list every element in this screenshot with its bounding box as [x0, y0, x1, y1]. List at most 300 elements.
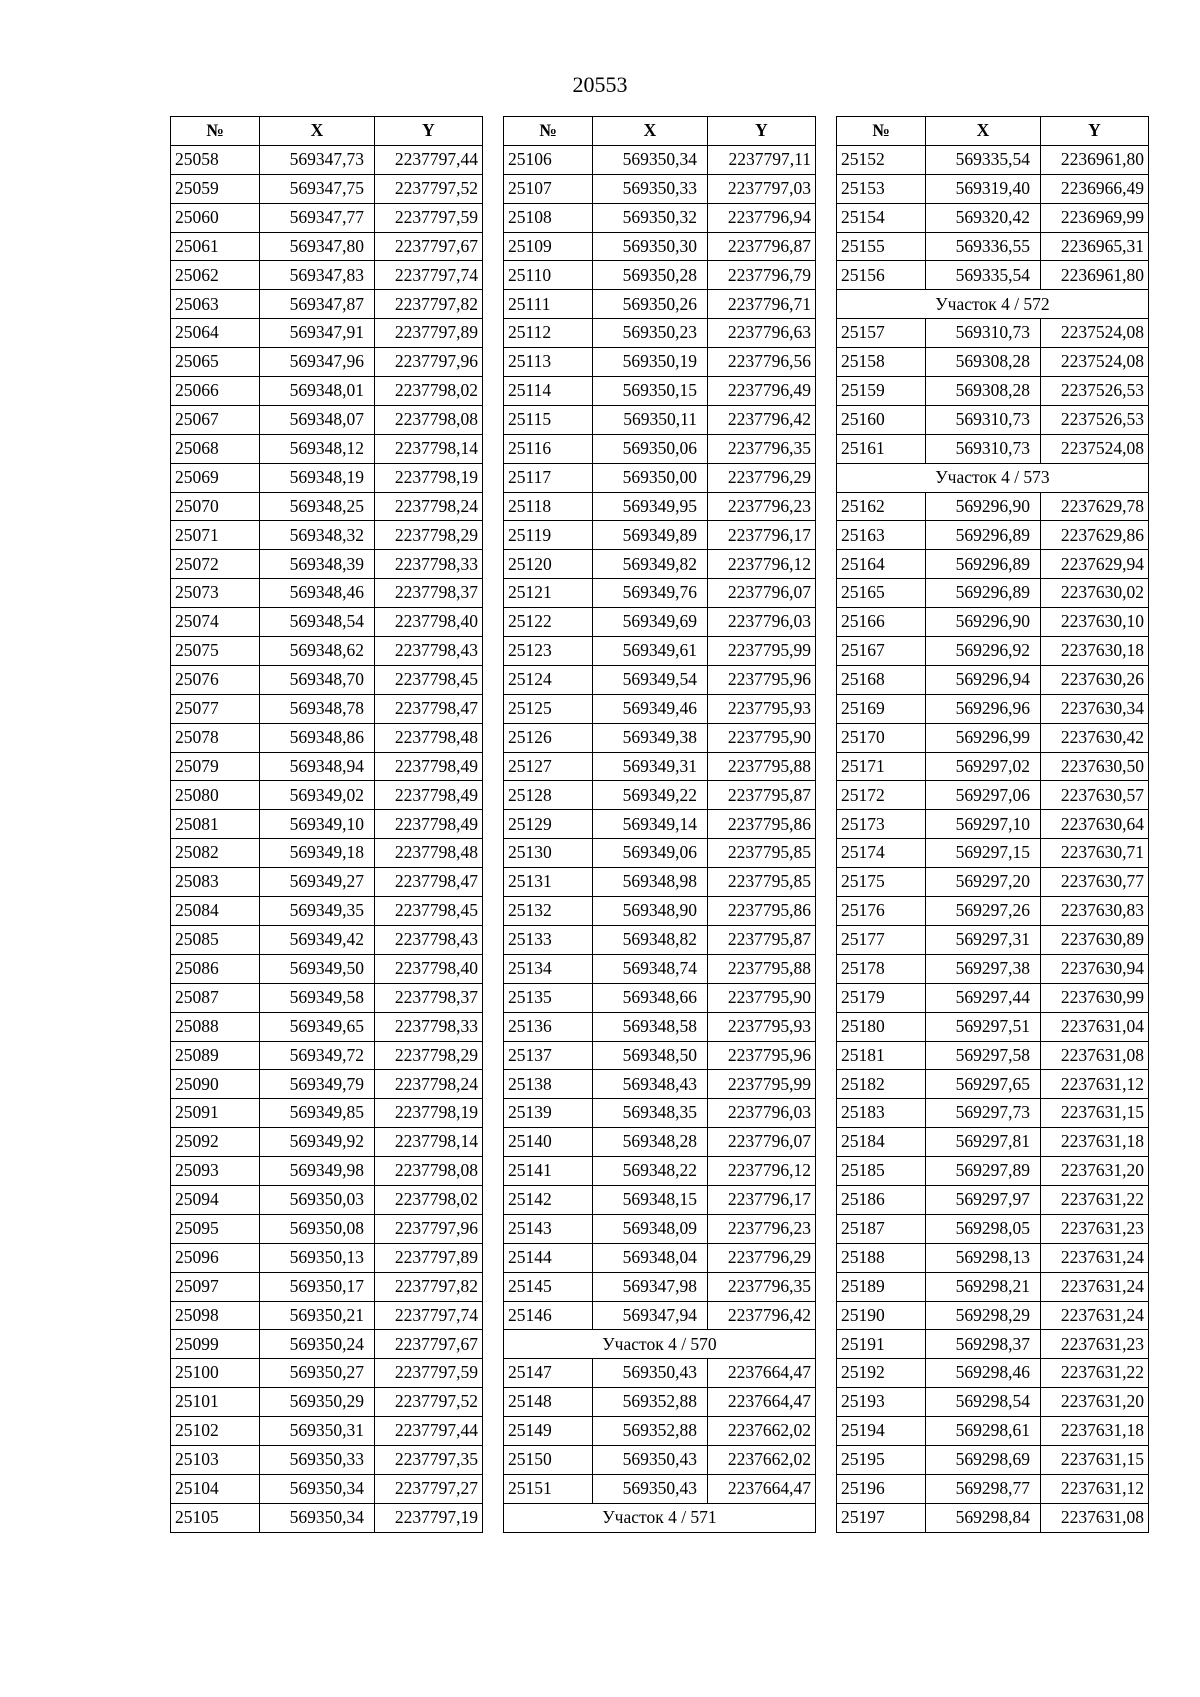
- y-coordinate-cell: 2237797,67: [375, 1330, 483, 1359]
- x-coordinate-cell: 569297,51: [926, 1012, 1041, 1041]
- table-row: [171, 290, 483, 319]
- y-coordinate-cell: 2237662,02: [708, 1445, 816, 1474]
- y-coordinate-cell: 2237796,63: [708, 319, 816, 348]
- y-coordinate-cell: 2237630,94: [1041, 954, 1149, 983]
- y-coordinate-cell: 2237664,47: [708, 1359, 816, 1388]
- table-row: [837, 925, 1149, 954]
- table-row: [504, 637, 816, 666]
- point-number-cell: 25193: [837, 1388, 926, 1417]
- y-coordinate-cell: 2236961,80: [1041, 145, 1149, 174]
- x-coordinate-cell: 569348,09: [593, 1214, 708, 1243]
- section-title: Участок 4 / 572: [837, 290, 1149, 319]
- x-coordinate-cell: 569350,30: [593, 232, 708, 261]
- x-coordinate-cell: 569348,28: [593, 1128, 708, 1157]
- x-coordinate-cell: 569350,11: [593, 405, 708, 434]
- header-row: [837, 117, 1149, 146]
- table-row: [171, 1157, 483, 1186]
- y-coordinate-cell: 2237798,37: [375, 579, 483, 608]
- x-coordinate-cell: 569349,14: [593, 810, 708, 839]
- x-coordinate-cell: 569350,43: [593, 1359, 708, 1388]
- x-coordinate-cell: 569349,69: [593, 608, 708, 637]
- table-row: [837, 608, 1149, 637]
- y-coordinate-cell: 2237795,99: [708, 1070, 816, 1099]
- x-coordinate-cell: 569350,24: [260, 1330, 375, 1359]
- table-row: [504, 1445, 816, 1474]
- table-row: [171, 810, 483, 839]
- y-coordinate-cell: 2237631,24: [1041, 1301, 1149, 1330]
- table-row: [837, 983, 1149, 1012]
- x-coordinate-cell: 569350,31: [260, 1417, 375, 1446]
- point-number-cell: 25131: [504, 868, 593, 897]
- point-number-cell: 25118: [504, 492, 593, 521]
- y-coordinate-cell: 2237796,56: [708, 348, 816, 377]
- point-number-cell: 25144: [504, 1243, 593, 1272]
- y-coordinate-cell: 2237797,44: [375, 145, 483, 174]
- table-row: [171, 1243, 483, 1272]
- table-row: [504, 203, 816, 232]
- point-number-cell: 25092: [171, 1128, 260, 1157]
- point-number-cell: 25102: [171, 1417, 260, 1446]
- x-coordinate-cell: 569349,85: [260, 1099, 375, 1128]
- point-number-cell: 25184: [837, 1128, 926, 1157]
- table-row: [837, 1272, 1149, 1301]
- y-coordinate-cell: 2237797,59: [375, 203, 483, 232]
- point-number-cell: 25132: [504, 897, 593, 926]
- x-coordinate-cell: 569349,06: [593, 839, 708, 868]
- y-coordinate-cell: 2237797,11: [708, 145, 816, 174]
- point-number-cell: 25170: [837, 723, 926, 752]
- y-coordinate-cell: 2237797,89: [375, 319, 483, 348]
- x-coordinate-cell: 569298,29: [926, 1301, 1041, 1330]
- table-row: [171, 954, 483, 983]
- point-number-cell: 25153: [837, 174, 926, 203]
- y-coordinate-cell: 2237798,37: [375, 983, 483, 1012]
- point-number-cell: 25141: [504, 1157, 593, 1186]
- x-coordinate-cell: 569348,70: [260, 665, 375, 694]
- y-coordinate-cell: 2237795,87: [708, 781, 816, 810]
- table-row: [837, 897, 1149, 926]
- point-number-cell: 25082: [171, 839, 260, 868]
- y-coordinate-cell: 2237795,88: [708, 752, 816, 781]
- table-row: [837, 1012, 1149, 1041]
- x-coordinate-cell: 569298,54: [926, 1388, 1041, 1417]
- point-number-cell: 25096: [171, 1243, 260, 1272]
- point-number-cell: 25086: [171, 954, 260, 983]
- y-coordinate-cell: 2237798,02: [375, 1185, 483, 1214]
- table-row: [504, 521, 816, 550]
- y-coordinate-cell: 2237630,71: [1041, 839, 1149, 868]
- header-y: Y: [1041, 117, 1149, 146]
- y-coordinate-cell: 2237631,04: [1041, 1012, 1149, 1041]
- table-row: [171, 1417, 483, 1446]
- table-row: [837, 1503, 1149, 1532]
- y-coordinate-cell: 2237797,03: [708, 174, 816, 203]
- y-coordinate-cell: 2237796,17: [708, 521, 816, 550]
- y-coordinate-cell: 2237795,90: [708, 983, 816, 1012]
- y-coordinate-cell: 2237631,08: [1041, 1041, 1149, 1070]
- table-row: [504, 810, 816, 839]
- point-number-cell: 25099: [171, 1330, 260, 1359]
- x-coordinate-cell: 569348,19: [260, 463, 375, 492]
- x-coordinate-cell: 569348,35: [593, 1099, 708, 1128]
- table-row: [171, 1012, 483, 1041]
- table-row: [837, 434, 1149, 463]
- table-row: [837, 810, 1149, 839]
- x-coordinate-cell: 569336,55: [926, 232, 1041, 261]
- x-coordinate-cell: 569349,35: [260, 897, 375, 926]
- point-number-cell: 25152: [837, 145, 926, 174]
- point-number-cell: 25065: [171, 348, 260, 377]
- point-number-cell: 25062: [171, 261, 260, 290]
- x-coordinate-cell: 569349,65: [260, 1012, 375, 1041]
- x-coordinate-cell: 569349,22: [593, 781, 708, 810]
- table-row: [171, 868, 483, 897]
- table-row: [504, 723, 816, 752]
- table-row: [171, 550, 483, 579]
- x-coordinate-cell: 569350,33: [593, 174, 708, 203]
- y-coordinate-cell: 2237795,96: [708, 665, 816, 694]
- table-row: [171, 492, 483, 521]
- x-coordinate-cell: 569296,90: [926, 492, 1041, 521]
- table-row: [171, 1272, 483, 1301]
- x-coordinate-cell: 569310,73: [926, 434, 1041, 463]
- x-coordinate-cell: 569349,10: [260, 810, 375, 839]
- x-coordinate-cell: 569350,27: [260, 1359, 375, 1388]
- x-coordinate-cell: 569348,43: [593, 1070, 708, 1099]
- x-coordinate-cell: 569310,73: [926, 405, 1041, 434]
- point-number-cell: 25064: [171, 319, 260, 348]
- point-number-cell: 25094: [171, 1185, 260, 1214]
- table-row: [837, 579, 1149, 608]
- x-coordinate-cell: 569297,58: [926, 1041, 1041, 1070]
- x-coordinate-cell: 569348,46: [260, 579, 375, 608]
- x-coordinate-cell: 569349,61: [593, 637, 708, 666]
- x-coordinate-cell: 569348,90: [593, 897, 708, 926]
- y-coordinate-cell: 2237631,08: [1041, 1503, 1149, 1532]
- y-coordinate-cell: 2237797,52: [375, 174, 483, 203]
- table-row: [504, 1243, 816, 1272]
- y-coordinate-cell: 2237798,24: [375, 1070, 483, 1099]
- point-number-cell: 25123: [504, 637, 593, 666]
- y-coordinate-cell: 2237796,29: [708, 463, 816, 492]
- point-number-cell: 25197: [837, 1503, 926, 1532]
- x-coordinate-cell: 569348,01: [260, 377, 375, 406]
- point-number-cell: 25079: [171, 752, 260, 781]
- table-row: [837, 348, 1149, 377]
- x-coordinate-cell: 569348,22: [593, 1157, 708, 1186]
- x-coordinate-cell: 569349,18: [260, 839, 375, 868]
- x-coordinate-cell: 569296,89: [926, 550, 1041, 579]
- point-number-cell: 25177: [837, 925, 926, 954]
- point-number-cell: 25112: [504, 319, 593, 348]
- x-coordinate-cell: 569347,94: [593, 1301, 708, 1330]
- y-coordinate-cell: 2237796,79: [708, 261, 816, 290]
- x-coordinate-cell: 569298,13: [926, 1243, 1041, 1272]
- y-coordinate-cell: 2237798,19: [375, 463, 483, 492]
- point-number-cell: 25069: [171, 463, 260, 492]
- y-coordinate-cell: 2237631,12: [1041, 1474, 1149, 1503]
- y-coordinate-cell: 2237796,42: [708, 1301, 816, 1330]
- y-coordinate-cell: 2237797,96: [375, 1214, 483, 1243]
- y-coordinate-cell: 2237798,24: [375, 492, 483, 521]
- point-number-cell: 25176: [837, 897, 926, 926]
- y-coordinate-cell: 2237798,14: [375, 1128, 483, 1157]
- x-coordinate-cell: 569348,32: [260, 521, 375, 550]
- y-coordinate-cell: 2237795,86: [708, 810, 816, 839]
- table-row: [171, 261, 483, 290]
- y-coordinate-cell: 2237526,53: [1041, 377, 1149, 406]
- x-coordinate-cell: 569297,44: [926, 983, 1041, 1012]
- point-number-cell: 25186: [837, 1185, 926, 1214]
- y-coordinate-cell: 2237631,20: [1041, 1157, 1149, 1186]
- point-number-cell: 25135: [504, 983, 593, 1012]
- point-number-cell: 25098: [171, 1301, 260, 1330]
- x-coordinate-cell: 569348,86: [260, 723, 375, 752]
- section-row: [504, 1503, 816, 1532]
- point-number-cell: 25137: [504, 1041, 593, 1070]
- x-coordinate-cell: 569348,04: [593, 1243, 708, 1272]
- x-coordinate-cell: 569347,91: [260, 319, 375, 348]
- y-coordinate-cell: 2237631,20: [1041, 1388, 1149, 1417]
- table-row: [171, 1214, 483, 1243]
- x-coordinate-cell: 569297,06: [926, 781, 1041, 810]
- point-number-cell: 25110: [504, 261, 593, 290]
- x-coordinate-cell: 569348,54: [260, 608, 375, 637]
- table-row: [171, 377, 483, 406]
- y-coordinate-cell: 2237796,71: [708, 290, 816, 319]
- table-row: [171, 1388, 483, 1417]
- table-row: [504, 1099, 816, 1128]
- x-coordinate-cell: 569350,15: [593, 377, 708, 406]
- y-coordinate-cell: 2237630,64: [1041, 810, 1149, 839]
- x-coordinate-cell: 569347,83: [260, 261, 375, 290]
- point-number-cell: 25140: [504, 1128, 593, 1157]
- table-row: [837, 145, 1149, 174]
- table-row: [171, 1041, 483, 1070]
- table-row: [504, 839, 816, 868]
- y-coordinate-cell: 2237798,29: [375, 1041, 483, 1070]
- header-x: X: [260, 117, 375, 146]
- point-number-cell: 25078: [171, 723, 260, 752]
- point-number-cell: 25164: [837, 550, 926, 579]
- x-coordinate-cell: 569298,77: [926, 1474, 1041, 1503]
- x-coordinate-cell: 569349,27: [260, 868, 375, 897]
- x-coordinate-cell: 569349,95: [593, 492, 708, 521]
- x-coordinate-cell: 569350,17: [260, 1272, 375, 1301]
- x-coordinate-cell: 569349,02: [260, 781, 375, 810]
- point-number-cell: 25124: [504, 665, 593, 694]
- table-row: [504, 1417, 816, 1446]
- point-number-cell: 25147: [504, 1359, 593, 1388]
- point-number-cell: 25173: [837, 810, 926, 839]
- table-row: [171, 405, 483, 434]
- y-coordinate-cell: 2237629,94: [1041, 550, 1149, 579]
- point-number-cell: 25146: [504, 1301, 593, 1330]
- x-coordinate-cell: 569349,89: [593, 521, 708, 550]
- table-row: [504, 954, 816, 983]
- x-coordinate-cell: 569349,42: [260, 925, 375, 954]
- x-coordinate-cell: 569349,31: [593, 752, 708, 781]
- table-row: [171, 983, 483, 1012]
- y-coordinate-cell: 2237631,18: [1041, 1417, 1149, 1446]
- table-row: [504, 1214, 816, 1243]
- point-number-cell: 25060: [171, 203, 260, 232]
- point-number-cell: 25171: [837, 752, 926, 781]
- table-row: [171, 925, 483, 954]
- table-row: [837, 174, 1149, 203]
- point-number-cell: 25155: [837, 232, 926, 261]
- point-number-cell: 25159: [837, 377, 926, 406]
- x-coordinate-cell: 569349,76: [593, 579, 708, 608]
- table-row: [837, 1417, 1149, 1446]
- point-number-cell: 25113: [504, 348, 593, 377]
- table-row: [504, 290, 816, 319]
- point-number-cell: 25061: [171, 232, 260, 261]
- table-row: [504, 405, 816, 434]
- table-row: [171, 319, 483, 348]
- point-number-cell: 25089: [171, 1041, 260, 1070]
- x-coordinate-cell: 569347,96: [260, 348, 375, 377]
- x-coordinate-cell: 569297,15: [926, 839, 1041, 868]
- coordinate-table-middle: [503, 116, 816, 1533]
- point-number-cell: 25105: [171, 1503, 260, 1532]
- table-row: [837, 492, 1149, 521]
- x-coordinate-cell: 569348,07: [260, 405, 375, 434]
- point-number-cell: 25187: [837, 1214, 926, 1243]
- table-row: [837, 377, 1149, 406]
- point-number-cell: 25138: [504, 1070, 593, 1099]
- point-number-cell: 25136: [504, 1012, 593, 1041]
- x-coordinate-cell: 569335,54: [926, 261, 1041, 290]
- point-number-cell: 25070: [171, 492, 260, 521]
- x-coordinate-cell: 569348,74: [593, 954, 708, 983]
- x-coordinate-cell: 569348,98: [593, 868, 708, 897]
- table-row: [171, 463, 483, 492]
- point-number-cell: 25126: [504, 723, 593, 752]
- table-row: [504, 1012, 816, 1041]
- x-coordinate-cell: 569296,89: [926, 579, 1041, 608]
- y-coordinate-cell: 2237631,23: [1041, 1330, 1149, 1359]
- table-row: [837, 1359, 1149, 1388]
- table-row: [837, 1099, 1149, 1128]
- point-number-cell: 25072: [171, 550, 260, 579]
- point-number-cell: 25108: [504, 203, 593, 232]
- x-coordinate-cell: 569350,23: [593, 319, 708, 348]
- point-number-cell: 25088: [171, 1012, 260, 1041]
- x-coordinate-cell: 569350,00: [593, 463, 708, 492]
- x-coordinate-cell: 569350,29: [260, 1388, 375, 1417]
- y-coordinate-cell: 2237630,42: [1041, 723, 1149, 752]
- x-coordinate-cell: 569350,34: [260, 1503, 375, 1532]
- point-number-cell: 25080: [171, 781, 260, 810]
- table-row: [837, 781, 1149, 810]
- x-coordinate-cell: 569296,92: [926, 637, 1041, 666]
- point-number-cell: 25145: [504, 1272, 593, 1301]
- point-number-cell: 25067: [171, 405, 260, 434]
- table-row: [504, 550, 816, 579]
- point-number-cell: 25192: [837, 1359, 926, 1388]
- table-row: [504, 1272, 816, 1301]
- table-row: [837, 1185, 1149, 1214]
- y-coordinate-cell: 2237797,59: [375, 1359, 483, 1388]
- y-coordinate-cell: 2237798,45: [375, 897, 483, 926]
- x-coordinate-cell: 569352,88: [593, 1388, 708, 1417]
- y-coordinate-cell: 2237795,85: [708, 868, 816, 897]
- point-number-cell: 25128: [504, 781, 593, 810]
- y-coordinate-cell: 2237664,47: [708, 1388, 816, 1417]
- table-row: [504, 1041, 816, 1070]
- header-number: №: [171, 117, 260, 146]
- y-coordinate-cell: 2236966,49: [1041, 174, 1149, 203]
- point-number-cell: 25195: [837, 1445, 926, 1474]
- y-coordinate-cell: 2237631,24: [1041, 1272, 1149, 1301]
- y-coordinate-cell: 2237796,03: [708, 1099, 816, 1128]
- table-row: [504, 377, 816, 406]
- point-number-cell: 25117: [504, 463, 593, 492]
- table-row: [171, 637, 483, 666]
- point-number-cell: 25109: [504, 232, 593, 261]
- x-coordinate-cell: 569297,10: [926, 810, 1041, 839]
- section-row: [837, 463, 1149, 492]
- y-coordinate-cell: 2237798,29: [375, 521, 483, 550]
- point-number-cell: 25091: [171, 1099, 260, 1128]
- table-row: [837, 1301, 1149, 1330]
- table-row: [504, 261, 816, 290]
- x-coordinate-cell: 569297,38: [926, 954, 1041, 983]
- x-coordinate-cell: 569335,54: [926, 145, 1041, 174]
- point-number-cell: 25116: [504, 434, 593, 463]
- table-row: [171, 1474, 483, 1503]
- y-coordinate-cell: 2237798,49: [375, 752, 483, 781]
- x-coordinate-cell: 569296,90: [926, 608, 1041, 637]
- y-coordinate-cell: 2237797,74: [375, 261, 483, 290]
- point-number-cell: 25154: [837, 203, 926, 232]
- table-row: [171, 232, 483, 261]
- point-number-cell: 25095: [171, 1214, 260, 1243]
- y-coordinate-cell: 2237798,33: [375, 550, 483, 579]
- point-number-cell: 25181: [837, 1041, 926, 1070]
- y-coordinate-cell: 2237630,34: [1041, 694, 1149, 723]
- table-row: [837, 723, 1149, 752]
- x-coordinate-cell: 569308,28: [926, 377, 1041, 406]
- x-coordinate-cell: 569297,26: [926, 897, 1041, 926]
- table-row: [837, 1445, 1149, 1474]
- table-row: [837, 954, 1149, 983]
- point-number-cell: 25167: [837, 637, 926, 666]
- table-row: [837, 839, 1149, 868]
- point-number-cell: 25169: [837, 694, 926, 723]
- table-row: [504, 434, 816, 463]
- point-number-cell: 25182: [837, 1070, 926, 1099]
- y-coordinate-cell: 2237798,40: [375, 608, 483, 637]
- point-number-cell: 25149: [504, 1417, 593, 1446]
- y-coordinate-cell: 2237798,49: [375, 810, 483, 839]
- point-number-cell: 25111: [504, 290, 593, 319]
- y-coordinate-cell: 2237796,12: [708, 550, 816, 579]
- point-number-cell: 25119: [504, 521, 593, 550]
- table-row: [504, 752, 816, 781]
- point-number-cell: 25085: [171, 925, 260, 954]
- y-coordinate-cell: 2237524,08: [1041, 319, 1149, 348]
- table-row: [171, 723, 483, 752]
- point-number-cell: 25125: [504, 694, 593, 723]
- table-row: [504, 319, 816, 348]
- y-coordinate-cell: 2237524,08: [1041, 348, 1149, 377]
- point-number-cell: 25071: [171, 521, 260, 550]
- y-coordinate-cell: 2237797,44: [375, 1417, 483, 1446]
- y-coordinate-cell: 2236965,31: [1041, 232, 1149, 261]
- y-coordinate-cell: 2237798,43: [375, 637, 483, 666]
